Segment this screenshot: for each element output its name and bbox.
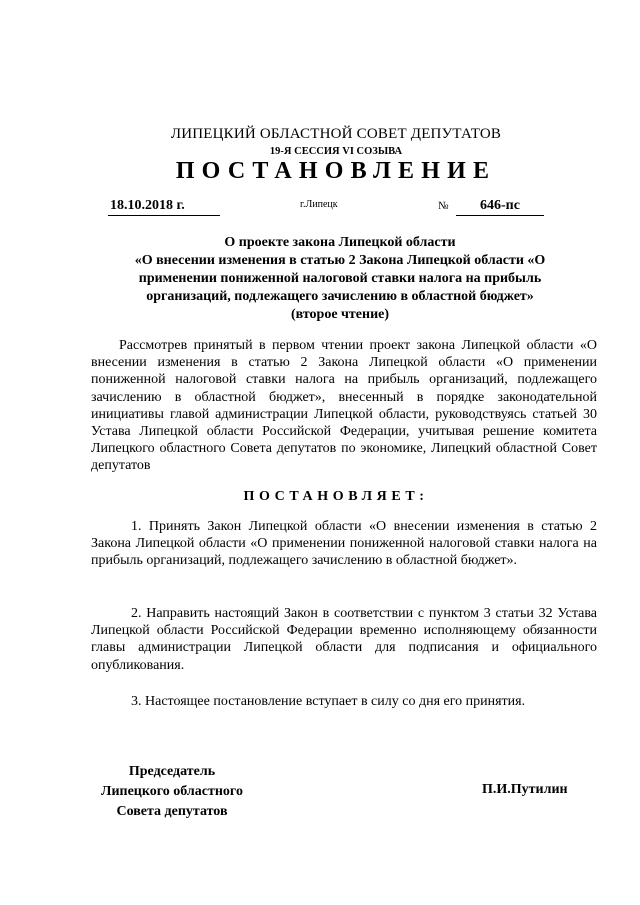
signatory-position-line: Совета депутатов [116, 804, 228, 819]
title-line: организаций, подлежащего зачислению в областной бюджет» [146, 289, 534, 304]
session-label: 19-Я СЕССИЯ VI СОЗЫВА [269, 146, 403, 157]
title-line: применении пониженной налоговой ставки налога на прибыль [138, 271, 542, 286]
council-name: ЛИПЕЦКИЙ ОБЛАСТНОЙ СОВЕТ ДЕПУТАТОВ [170, 126, 502, 142]
title-line: (второе чтение) [290, 307, 390, 322]
title-line: «О внесении изменения в статью 2 Закона Липецкой области «О [134, 253, 546, 268]
preamble-paragraph: Рассмотрев принятый в первом чтении проект закона Липецкой области «О внесении изменения в статью 2 Закона Липецкой области «О применении пониженной налоговой ставки налога на прибыль организаций, подлежащего зачислению в областной бюджет», внесенный в порядке законодательной инициативы главой администрации Липецкой области, руководствуясь статьей 30 Устава Липецкой области Российской Федерации, учитывая решение комитета Липецкого областного Совета депутатов по экономике, Липецкий областной Совет депутатов [91, 338, 597, 474]
decree-item-3: 3. Настоящее постановление вступает в силу со дня его принятия. [131, 694, 526, 709]
title-line: О проекте закона Липецкой области [224, 235, 456, 250]
signatory-position [86, 762, 258, 822]
number-sign: № [438, 200, 449, 212]
document-title [100, 234, 580, 324]
document-date-text: 18.10.2018 г. [110, 198, 185, 213]
document-date [108, 198, 220, 216]
decree-heading: ПОСТАНОВЛЯЕТ: [243, 489, 429, 504]
signatory-name: П.И.Путилин [482, 782, 568, 797]
document-city: г.Липецк [300, 199, 338, 210]
document-number: 646-пс [456, 198, 544, 216]
decree-item-2: 2. Направить настоящий Закон в соответствии с пунктом 3 статьи 32 Устава Липецкой области Российской Федерации временно исполняющему обязанности главы администрации Липецкой области для подписания и официального опубликования. [91, 606, 597, 673]
signatory-position-line: Председатель [128, 764, 216, 779]
signatory-position-line: Липецкого областного [101, 784, 243, 799]
document-type-heading: ПОСТАНОВЛЕНИЕ [175, 158, 497, 184]
decree-item-1: 1. Принять Закон Липецкой области «О внесении изменения в статью 2 Закона Липецкой области «О применении пониженной налоговой ставки налога на прибыль организаций, подлежащего зачислению в областной бюджет». [91, 519, 597, 569]
